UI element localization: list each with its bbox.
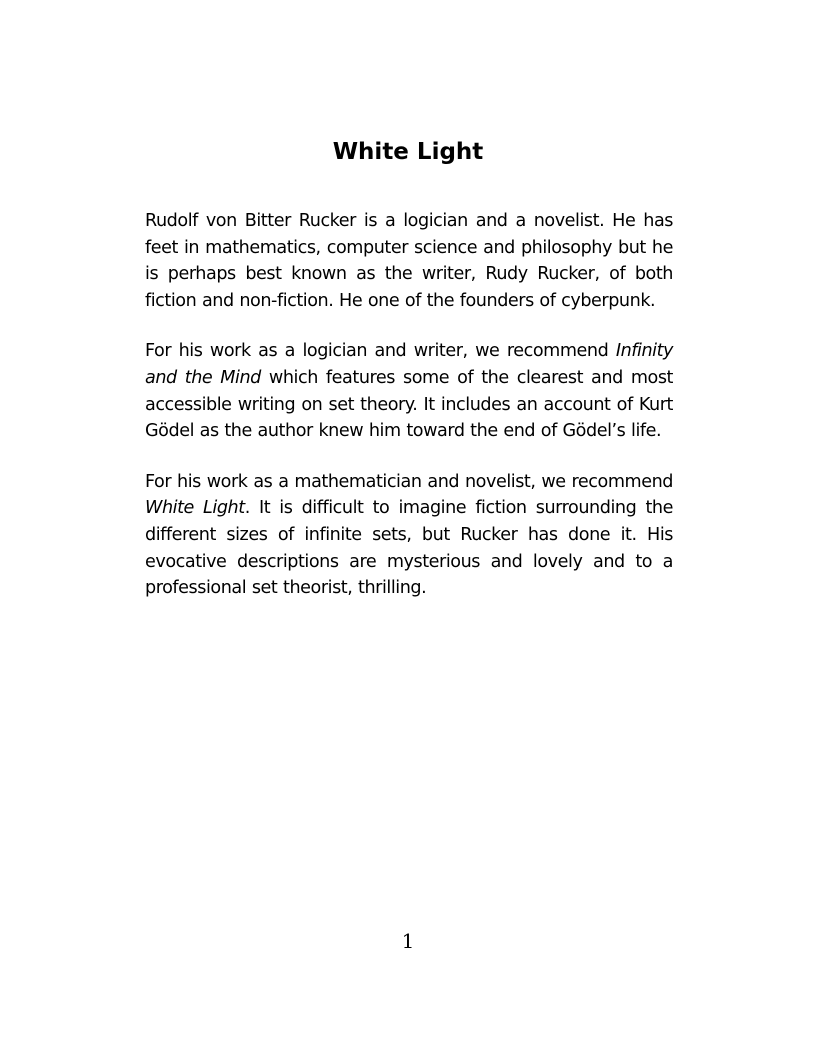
page-title: White Light	[332, 139, 484, 165]
paragraph-2-text-end: which features some of the clearest and most accessible writing on set theory. It includes an account of Kurt Gödel as the author knew him toward the end of Gödel’s life.	[145, 367, 673, 442]
page-number: 1	[401, 929, 415, 953]
book-title-white-light: White Light	[145, 498, 245, 519]
paragraph-1	[145, 208, 673, 314]
paragraph-3	[145, 469, 673, 602]
book-title-infinity-and-the-mind: Infinity and the Mind	[145, 341, 673, 388]
body-text	[145, 208, 673, 626]
paragraph-1-text: Rudolf von Bitter Rucker is a logician and a novelist. He has feet in mathematics, computer science and philosophy but he is perhaps best known as the writer, Rudy Rucker, of both fiction and non-fiction. He one of the founders of cyberpunk.	[145, 211, 673, 311]
paragraph-3-text-start: For his work as a mathematician and novelist, we recommend	[145, 471, 673, 492]
paragraph-2	[145, 338, 673, 444]
paragraph-3-text-end: . It is difficult to imagine fiction surrounding the different sizes of infinite sets, but Rucker has done it. His evocative descriptions are mysterious and lovely and to a professional set theorist, thrilling.	[145, 498, 673, 599]
paragraph-2-text-start: For his work as a logician and writer, we recommend	[145, 341, 616, 362]
